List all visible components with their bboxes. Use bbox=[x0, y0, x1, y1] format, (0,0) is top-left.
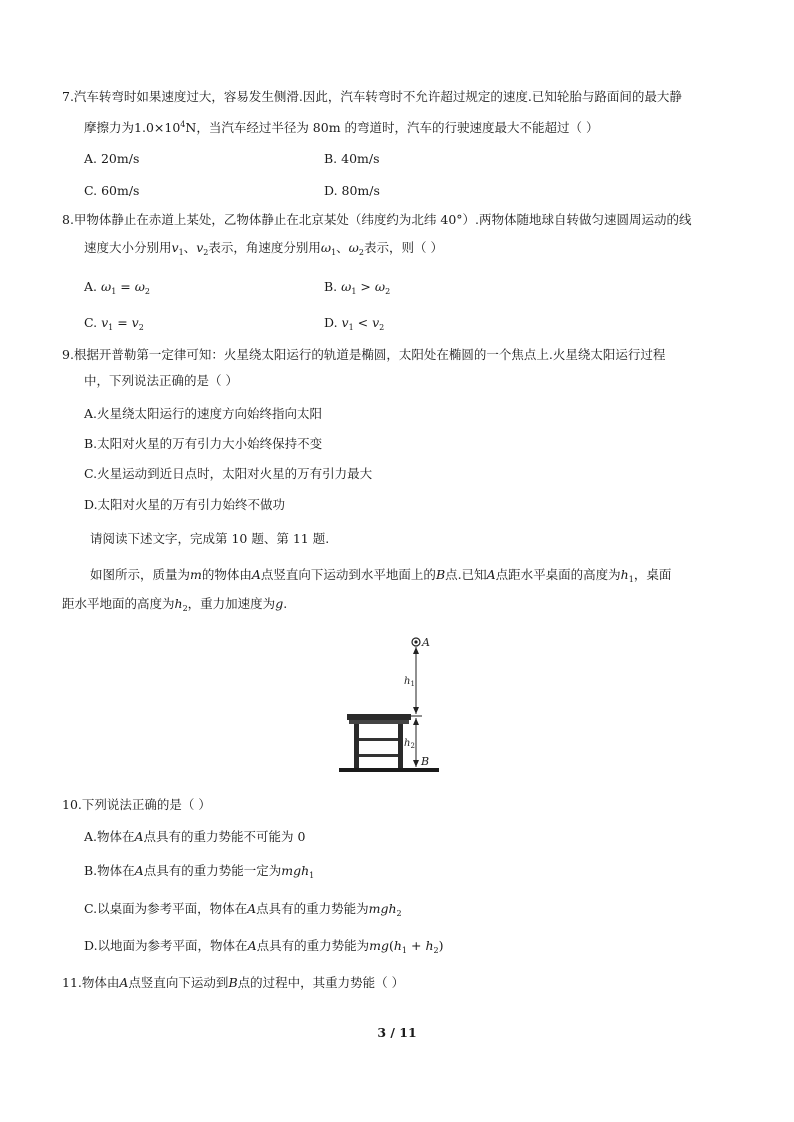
label-h1: $h_1$ bbox=[404, 676, 415, 688]
q7-line2: 摩擦力为$1.0\times 10^4N$，当汽车经过半径为 80m 的弯道时，汽车的行驶速度最大不能超过（ ） bbox=[84, 120, 599, 135]
q9-line2: 中，下列说法正确的是（ ） bbox=[84, 373, 238, 388]
q10-option-c: C.以桌面为参考平面，物体在A点具有的重力势能为mgh$_2$ bbox=[84, 901, 402, 918]
q10-stem: 10.下列说法正确的是（ ） bbox=[62, 797, 211, 812]
label-b: B bbox=[421, 755, 430, 768]
q9-option-b: B.太阳对火星的万有引力大小始终保持不变 bbox=[84, 436, 323, 451]
q7-option-a: A. 20m/s bbox=[84, 151, 140, 166]
label-a: A bbox=[422, 636, 430, 649]
q8-option-b: B. $\omega_1 > \omega_2$ bbox=[324, 279, 391, 296]
q8-line1: 8.甲物体静止在赤道上某处，乙物体静止在北京某处（纬度约为北纬 40°）.两物体随地球自转做匀速圆周运动的线 bbox=[62, 212, 692, 227]
q7-option-b: B. 40m/s bbox=[324, 151, 380, 166]
q8-line2: 速度大小分别用$v_1$、$v_2$表示，角速度分别用$\omega_1$、$\omega_2$表示，则（ ） bbox=[84, 240, 443, 257]
q10-option-d: D.以地面为参考平面，物体在A点具有的重力势能为$mg(h_1 + h_2)$ bbox=[84, 938, 444, 955]
q9-option-c: C.火星运动到近日点时，太阳对火星的万有引力最大 bbox=[84, 466, 373, 481]
table-leg-right bbox=[398, 724, 403, 768]
q8-option-c: C. $v_1 = v_2$ bbox=[84, 315, 144, 332]
q10-option-b: B.物体在A点具有的重力势能一定为mgh$_1$ bbox=[84, 863, 315, 880]
q7-line1: 7.汽车转弯时如果速度过大，容易发生侧滑.因此，汽车转弯时不允许超过规定的速度.已知轮胎与路面间的最大静 bbox=[62, 89, 682, 104]
passage-line2: 距水平地面的高度为$h_2$，重力加速度为g. bbox=[62, 596, 288, 613]
table-top bbox=[347, 714, 411, 720]
page-number: 3 / 11 bbox=[377, 1025, 417, 1040]
passage-line1: 如图所示，质量为m的物体由A点竖直向下运动到水平地面上的B点.已知A点距水平桌面的高度为$h_1$，桌面 bbox=[90, 567, 672, 584]
table-height-diagram bbox=[335, 630, 445, 775]
q10-option-a: A.物体在A点具有的重力势能不可能为 0 bbox=[84, 829, 306, 844]
table-leg-left bbox=[354, 724, 359, 768]
q9-option-d: D.太阳对火星的万有引力始终不做功 bbox=[84, 497, 286, 512]
diagram-svg bbox=[335, 630, 445, 775]
q8-option-a: A. $\omega_1 = \omega_2$ bbox=[84, 279, 150, 296]
q9-line1: 9.根据开普勒第一定律可知：火星绕太阳运行的轨道是椭圆，太阳处在椭圆的一个焦点上.火星绕太阳运行过程 bbox=[62, 347, 666, 362]
q11-stem: 11.物体由A点竖直向下运动到B点的过程中，其重力势能（ ） bbox=[62, 975, 405, 990]
label-h2: $h_2$ bbox=[404, 738, 415, 750]
q9-option-a: A.火星绕太阳运行的速度方向始终指向太阳 bbox=[84, 406, 323, 421]
q8-option-d: D. $v_1 < v_2$ bbox=[324, 315, 385, 332]
ground bbox=[339, 768, 439, 772]
passage-intro: 请阅读下述文字，完成第 10 题、第 11 题. bbox=[90, 531, 330, 546]
q7-option-d: D. 80m/s bbox=[324, 183, 380, 198]
q7-option-c: C. 60m/s bbox=[84, 183, 140, 198]
